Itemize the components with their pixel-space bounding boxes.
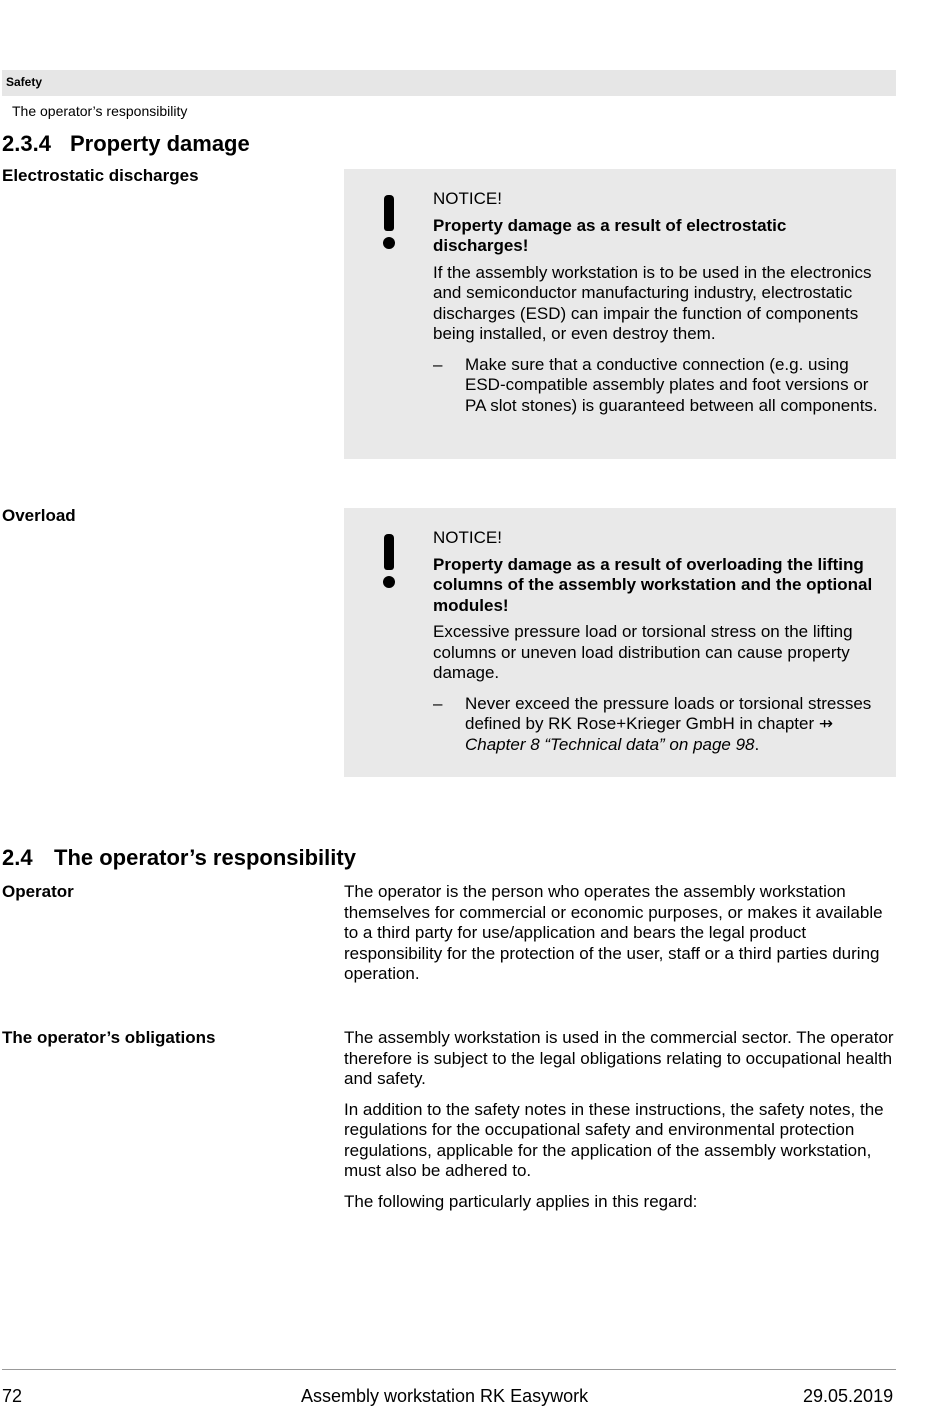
- footer-divider: [2, 1369, 896, 1370]
- side-label-operator: Operator: [2, 882, 74, 901]
- obligations-paragraph-2: In addition to the safety notes in these instructions, the safety notes, the regulations for the occupational safety and environmental protection regulations, applicable for the application of the assembly workstation, must also be adhered to.: [344, 1099, 884, 1180]
- side-label-overload: Overload: [2, 506, 76, 525]
- section-number: 2.4: [2, 845, 33, 870]
- notice-title: NOTICE!: [433, 189, 502, 208]
- notice-action-item: [433, 355, 885, 417]
- notice-body: If the assembly workstation is to be used in the electronics and semiconductor manufacturing industry, electrostatic discharges (ESD) can impair the function of components being installed, or even destroy them.: [433, 262, 872, 343]
- footer-page-number: 72: [2, 1386, 23, 1406]
- section-title: Property damage: [70, 131, 250, 156]
- notice-action-end: .: [754, 734, 760, 754]
- notice-heading: Property damage as a result of overloading the lifting columns of the assembly workstation and the optional modules!: [433, 554, 873, 615]
- exclamation-icon: [378, 191, 400, 251]
- running-header-band: [2, 70, 896, 96]
- notice-action-item: [433, 694, 885, 756]
- notice-content-esd: [433, 189, 885, 416]
- dash-bullet: –: [433, 354, 443, 374]
- notice-box-esd: [344, 169, 896, 459]
- notice-heading: Property damage as a result of electrostatic discharges!: [433, 215, 787, 255]
- obligations-paragraph-3: The following particularly applies in this regard:: [344, 1191, 698, 1211]
- dash-bullet: –: [433, 693, 443, 713]
- section-heading-operator-responsibility: [2, 845, 356, 871]
- notice-action-text: Make sure that a conductive connection (e.g. using ESD-compatible assembly plates and foot versions or PA slot stones) is guaranteed between all components.: [465, 354, 878, 415]
- obligations-paragraph-1: The assembly workstation is used in the commercial sector. The operator therefore is subject to the legal obligations relating to occupational health and safety.: [344, 1028, 894, 1088]
- notice-title: NOTICE!: [433, 528, 502, 547]
- notice-box-overload: [344, 508, 896, 777]
- running-header-subsection: The operator’s responsibility: [12, 103, 188, 119]
- notice-content-overload: [433, 528, 885, 755]
- footer-date: 29.05.2019: [803, 1386, 894, 1406]
- notice-action-text: Never exceed the pressure loads or torsional stresses defined by RK Rose+Krieger GmbH in chapter: [465, 693, 872, 733]
- side-label-obligations: The operator’s obligations: [2, 1028, 216, 1047]
- chapter-cross-reference-link[interactable]: Chapter 8 “Technical data” on page 98: [465, 734, 755, 754]
- section-number: 2.3.4: [2, 131, 51, 156]
- section-heading-property-damage: [2, 131, 250, 157]
- operator-text: The operator is the person who operates the assembly workstation themselves for commercial or economic purposes, or makes it available to a third party for use/application and bears the legal product responsibility for the protection of the user, staff or a third parties during operation.: [344, 882, 883, 983]
- obligations-paragraphs: [344, 1028, 896, 1222]
- operator-paragraph: [344, 882, 896, 995]
- notice-body: Excessive pressure load or torsional stress on the lifting columns or uneven load distribution can cause property damage.: [433, 622, 853, 682]
- running-header-section: Safety: [6, 75, 43, 89]
- section-title: The operator’s responsibility: [54, 845, 356, 870]
- link-arrow-icon: ⇸: [818, 714, 834, 733]
- footer-document-title: Assembly workstation RK Easywork: [301, 1386, 589, 1406]
- side-label-esd: Electrostatic discharges: [2, 166, 199, 185]
- exclamation-icon: [378, 530, 400, 590]
